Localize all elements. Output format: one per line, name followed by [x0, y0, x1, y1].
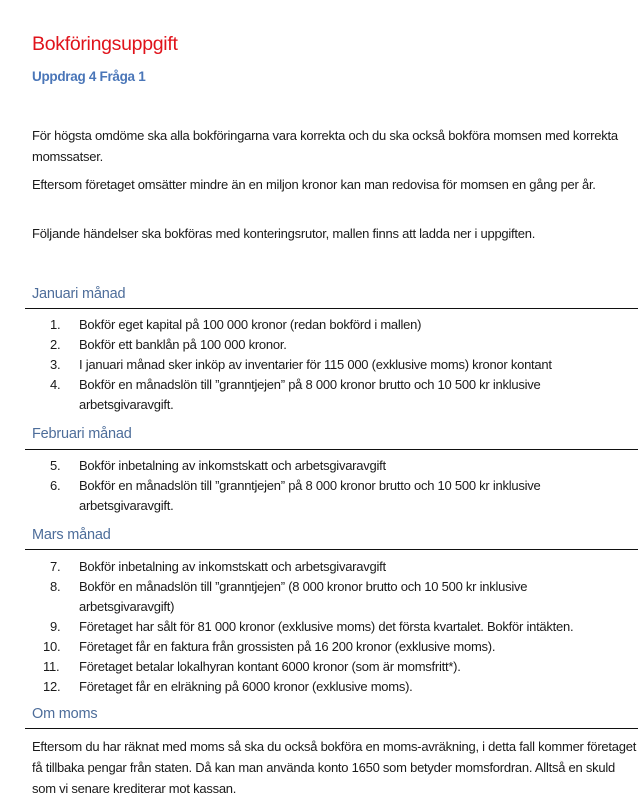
list-item — [0, 375, 638, 415]
list-item-number: 2. — [50, 337, 61, 352]
section-divider — [25, 549, 638, 550]
list-item-text: Bokför en månadslön till ”granntjejen” på 8 000 kronor brutto och 10 500 kr inklusive arbetsgivaravgift. — [79, 478, 541, 513]
list-item-number: 5. — [50, 458, 61, 473]
list-item-number: 8. — [50, 579, 61, 594]
list-item — [0, 557, 638, 577]
list-item — [0, 315, 638, 335]
list-item — [0, 476, 638, 516]
document-title: Bokföringsuppgift — [32, 33, 178, 55]
list-item — [0, 657, 638, 677]
section-divider — [25, 308, 638, 309]
section-heading-mars: Mars månad — [32, 527, 111, 543]
list-item — [0, 577, 638, 617]
list-item-text: Bokför en månadslön till ”granntjejen” (8 000 kronor brutto och 10 500 kr inklusive arbetsgivaravgift) — [79, 579, 528, 614]
list-item — [0, 456, 638, 476]
section-heading-februari: Februari månad — [32, 426, 132, 442]
list-item — [0, 335, 638, 355]
list-item-number: 1. — [50, 317, 61, 332]
section-divider — [25, 728, 638, 729]
list-item-number: 7. — [50, 559, 61, 574]
task-list-januari — [0, 315, 638, 415]
section-heading-januari: Januari månad — [32, 286, 126, 302]
list-item-number: 4. — [50, 377, 61, 392]
intro-paragraph-instructions: Följande händelser ska bokföras med konteringsrutor, mallen finns att ladda ner i uppgiften. — [32, 226, 536, 241]
list-item-number: 11. — [43, 659, 60, 674]
list-item — [0, 355, 638, 375]
list-item-text: Bokför en månadslön till ”granntjejen” på 8 000 kronor brutto och 10 500 kr inklusive arbetsgivaravgift. — [79, 377, 541, 412]
task-list-februari — [0, 456, 638, 516]
section-heading-om-moms: Om moms — [32, 706, 98, 722]
list-item-text: Bokför inbetalning av inkomstskatt och arbetsgivaravgift — [79, 559, 386, 574]
intro-paragraph-vat-frequency: Eftersom företaget omsätter mindre än en miljon kronor kan man redovisa för momsen en gång per år. — [32, 177, 596, 192]
list-item-number: 9. — [50, 619, 61, 634]
list-item-number: 6. — [50, 478, 61, 493]
list-item-text: Bokför ett banklån på 100 000 kronor. — [79, 337, 287, 352]
list-item-text: Bokför eget kapital på 100 000 kronor (redan bokförd i mallen) — [79, 317, 422, 332]
list-item-text: Företaget får en faktura från grossisten på 16 200 kronor (exklusive moms). — [79, 639, 496, 654]
document-subtitle: Uppdrag 4 Fråga 1 — [32, 69, 146, 84]
vat-explanation-paragraph: Eftersom du har räknat med moms så ska du också bokföra en moms-avräkning, i detta fall kommer företaget få tillbaka pengar från staten. Då kan man använda konto 1650 som betyder momsfordran. Alltså en skuld som vi senare krediterar mot kassan. — [32, 739, 637, 796]
list-item-text: Företaget betalar lokalhyran kontant 6000 kronor (som är momsfritt*). — [79, 659, 461, 674]
list-item-number: 10. — [43, 639, 61, 654]
intro-paragraph-grading: För högsta omdöme ska alla bokföringarna vara korrekta och du ska också bokföra momsen med korrekta momssatser. — [32, 128, 618, 164]
list-item-text: Företaget får en elräkning på 6000 kronor (exklusive moms). — [79, 679, 413, 694]
task-list-mars — [0, 557, 638, 697]
section-divider — [25, 449, 638, 450]
list-item — [0, 637, 638, 657]
list-item-text: Företaget har sålt för 81 000 kronor (exklusive moms) det första kvartalet. Bokför intäkten. — [79, 619, 574, 634]
list-item — [0, 677, 638, 697]
list-item-number: 12. — [43, 679, 61, 694]
list-item-text: Bokför inbetalning av inkomstskatt och arbetsgivaravgift — [79, 458, 386, 473]
list-item-number: 3. — [50, 357, 61, 372]
list-item — [0, 617, 638, 637]
list-item-text: I januari månad sker inköp av inventarier för 115 000 (exklusive moms) kronor kontant — [79, 357, 552, 372]
